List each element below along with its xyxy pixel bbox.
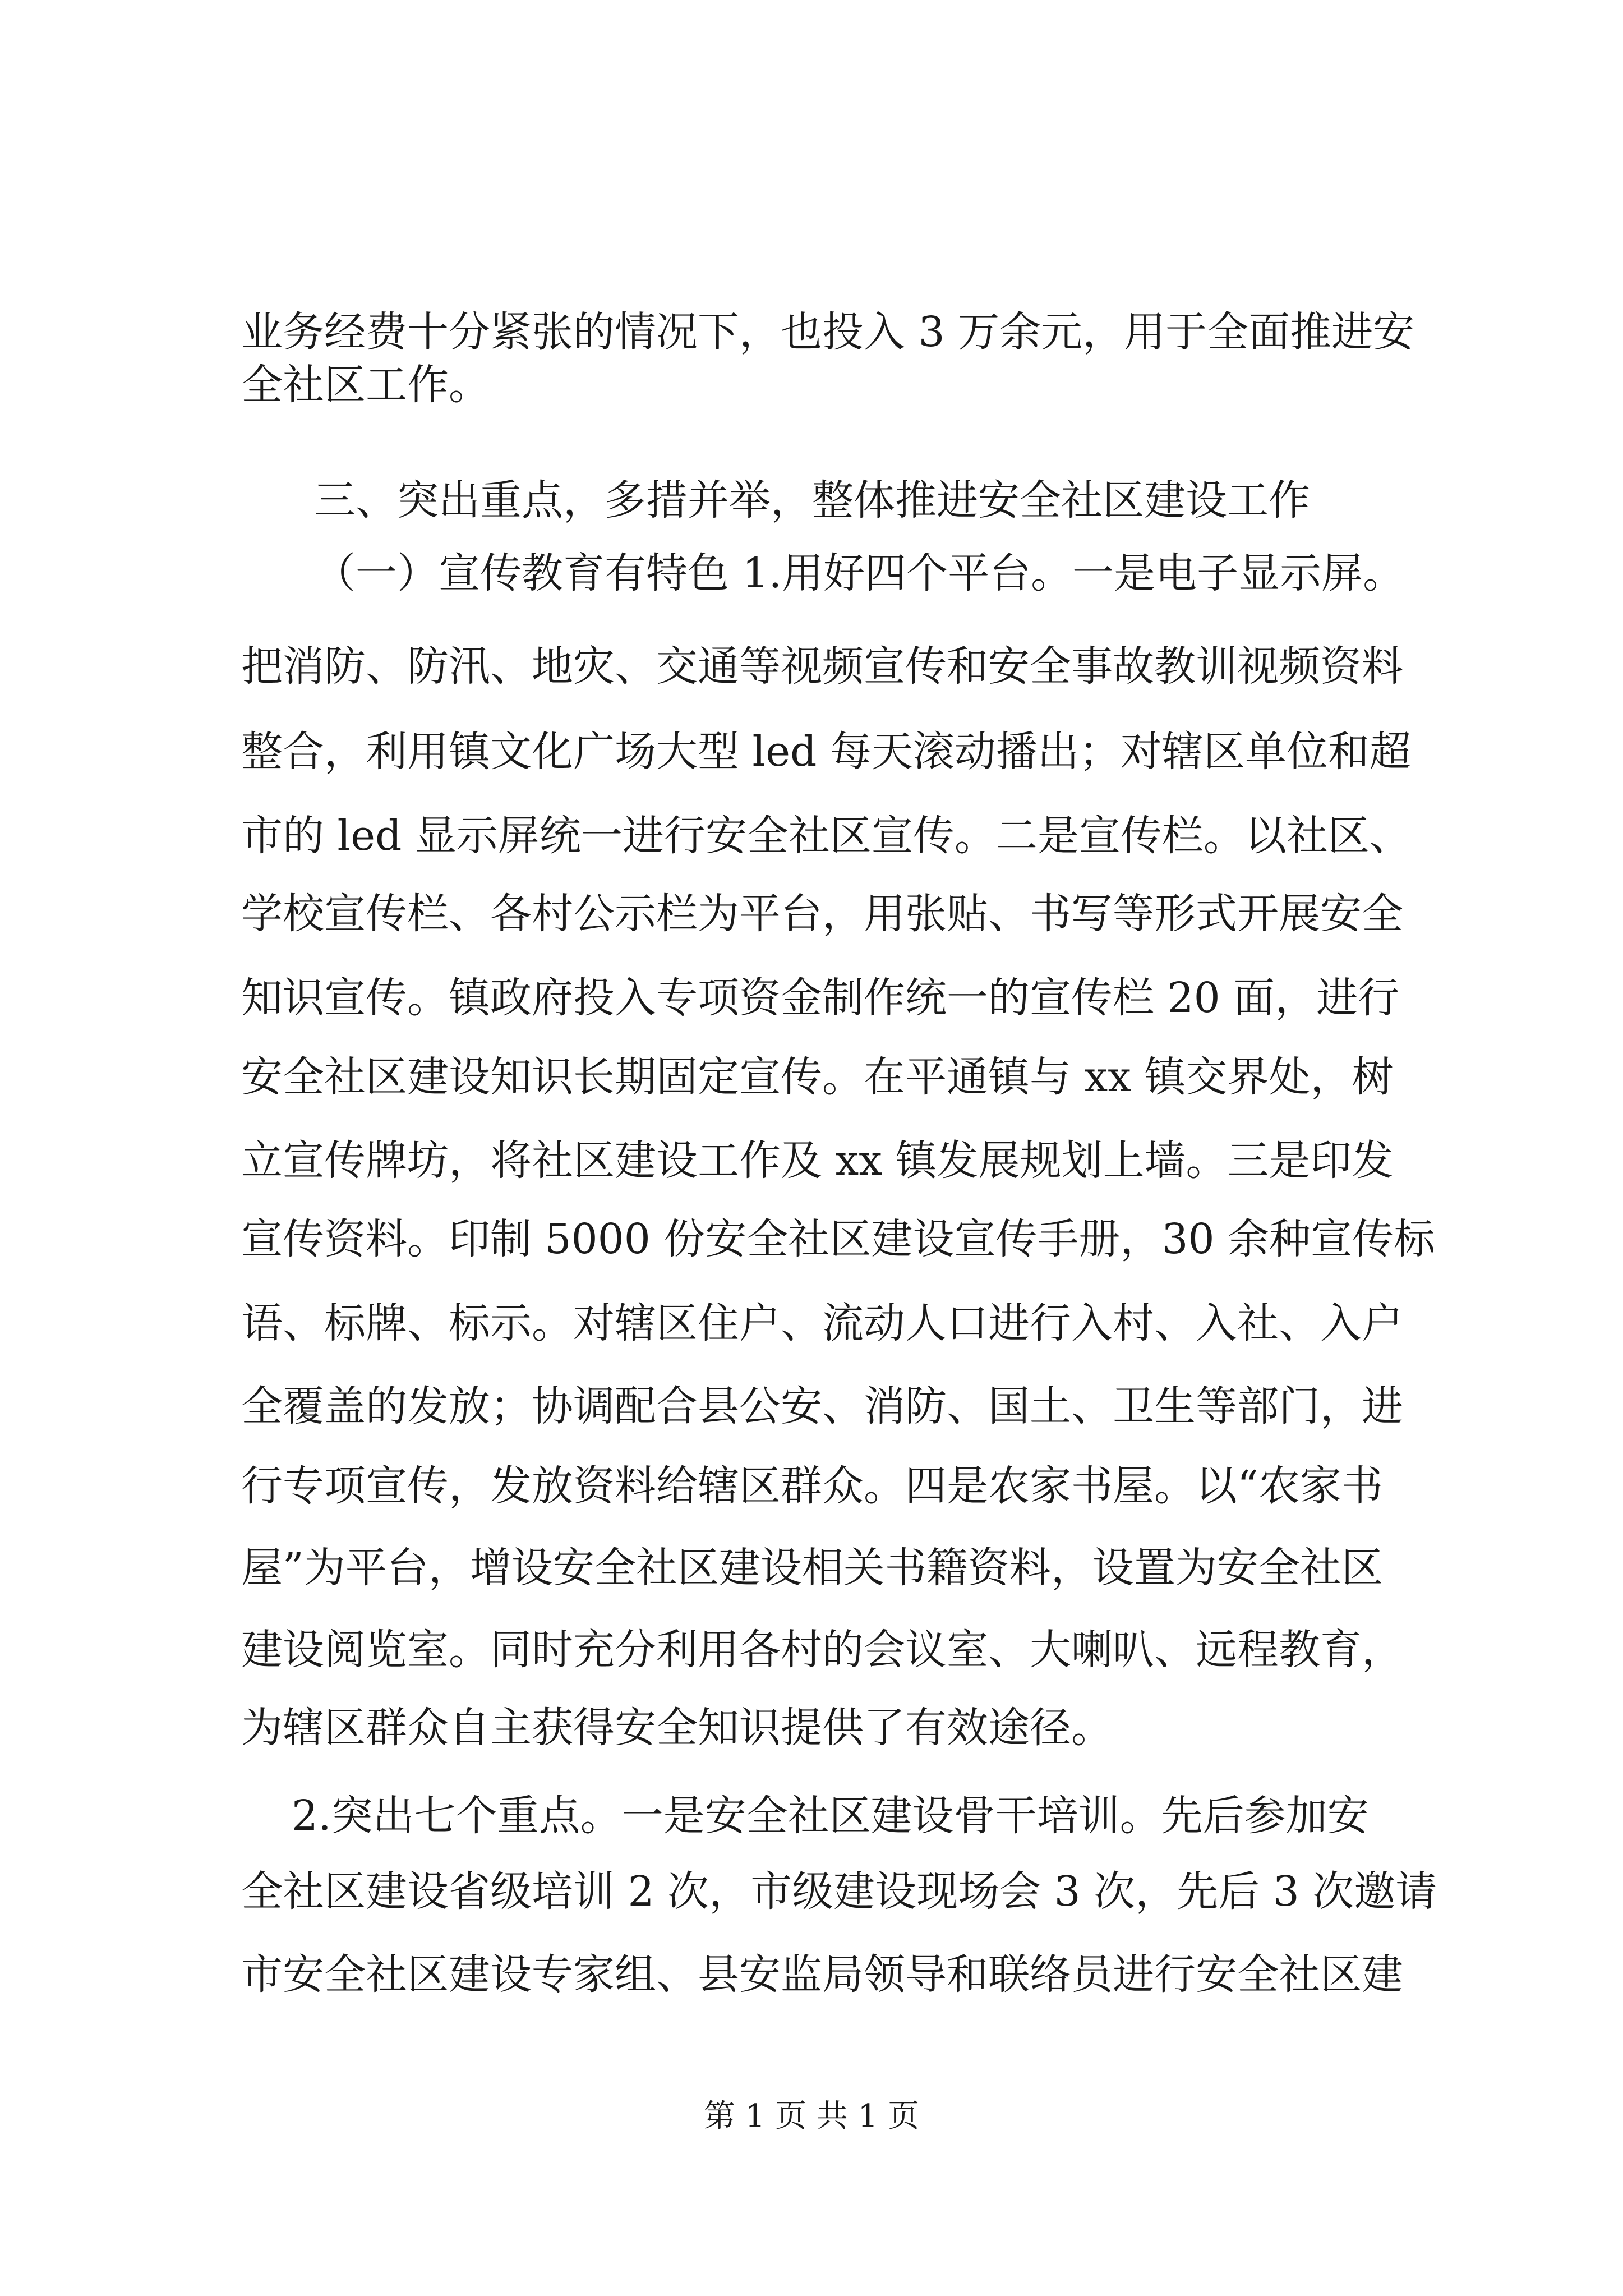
text-line: 安全社区建设知识长期固定宣传。在平通镇与 xx 镇交界处，树	[241, 1053, 1394, 1101]
text-line: 业务经费十分紧张的情况下，也投入 3 万余元，用于全面推进安	[241, 308, 1415, 356]
text-line: 学校宣传栏、各村公示栏为平台，用张贴、书写等形式开展安全	[241, 890, 1403, 938]
text-line: 行专项宣传，发放资料给辖区群众。四是农家书屋。以“农家书	[241, 1462, 1383, 1510]
paragraph-start: 2.突出七个重点。一是安全社区建设骨干培训。先后参加安	[292, 1792, 1369, 1840]
text-line: 语、标牌、标示。对辖区住户、流动人口进行入村、入社、入户	[241, 1299, 1403, 1347]
text-line: 把消防、防汛、地灾、交通等视频宣传和安全事故教训视频资料	[241, 642, 1403, 691]
text-line: 建设阅览室。同时充分利用各村的会议室、大喇叭、远程教育，	[241, 1626, 1403, 1674]
text-line: 立宣传牌坊，将社区建设工作及 xx 镇发展规划上墙。三是印发	[241, 1137, 1394, 1185]
text-line: 整合，利用镇文化广场大型 led 每天滚动播出；对辖区单位和超	[241, 728, 1411, 776]
text-line: 市安全社区建设专家组、县安监局领导和联络员进行安全社区建	[241, 1950, 1403, 1999]
subsection-heading: （一）宣传教育有特色 1.用好四个平台。一是电子显示屏。	[314, 549, 1405, 597]
text-line: 知识宣传。镇政府投入专项资金制作统一的宣传栏 20 面，进行	[241, 974, 1400, 1022]
text-line: 市的 led 显示屏统一进行安全社区宣传。二是宣传栏。以社区、	[241, 812, 1411, 860]
text-line: 为辖区群众自主获得安全知识提供了有效途径。	[241, 1704, 1113, 1752]
section-heading: 三、突出重点，多措并举，整体推进安全社区建设工作	[314, 476, 1310, 524]
text-line: 全社区建设省级培训 2 次，市级建设现场会 3 次，先后 3 次邀请	[241, 1867, 1437, 1916]
text-line: 宣传资料。印制 5000 份安全社区建设宣传手册，30 余种宣传标	[241, 1215, 1436, 1263]
text-line: 全覆盖的发放；协调配合县公安、消防、国土、卫生等部门，进	[241, 1382, 1403, 1430]
text-line: 屋”为平台，增设安全社区建设相关书籍资料，设置为安全社区	[241, 1544, 1383, 1592]
text-line: 全社区工作。	[241, 361, 490, 409]
page-footer: 第 1 页 共 1 页	[703, 2098, 920, 2134]
